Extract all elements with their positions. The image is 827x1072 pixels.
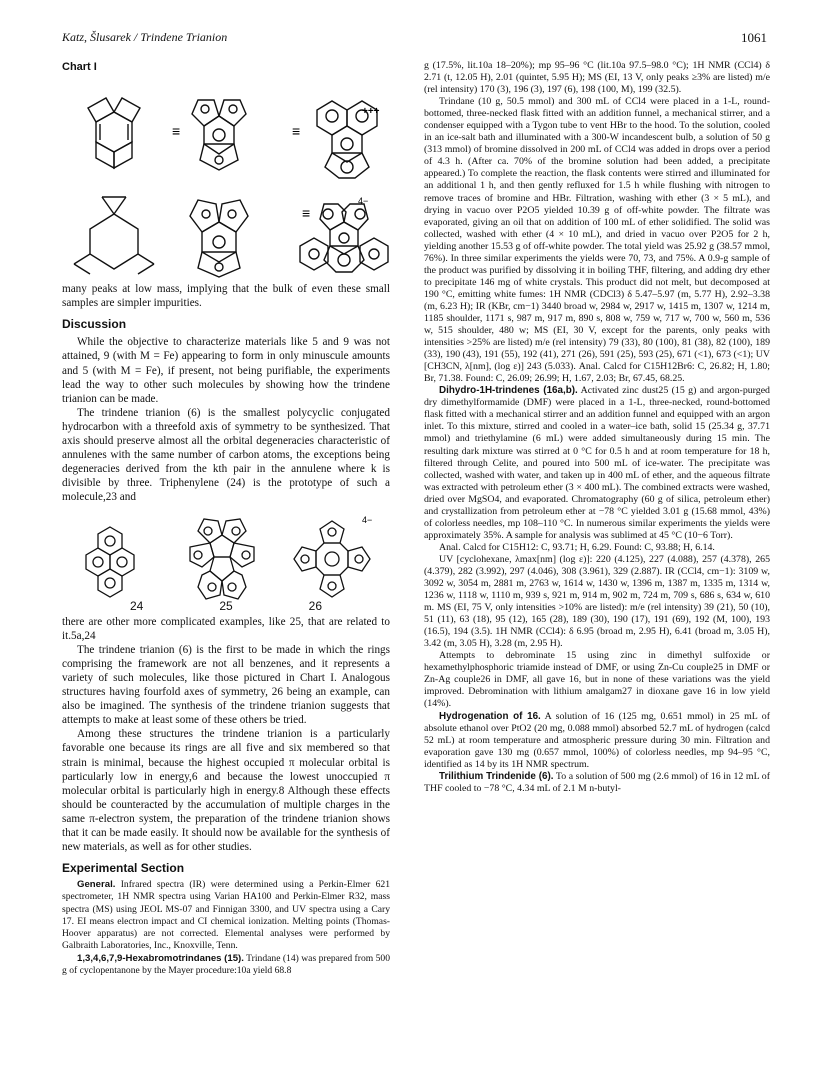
run-in-heading: Trilithium Trindenide (6). bbox=[439, 770, 554, 782]
running-title: Katz, Šlusarek / Trindene Trianion bbox=[62, 30, 228, 44]
tribenzo-trianion-structure bbox=[300, 204, 388, 272]
equiv-symbol-1: ≡ bbox=[172, 123, 181, 140]
trindene-trianion-structure-bottom bbox=[190, 200, 248, 277]
run-in-heading: Hydrogenation of 16. bbox=[439, 710, 541, 722]
paragraph-hexabromo bbox=[62, 953, 390, 977]
charge-label-top: +++ bbox=[362, 106, 380, 118]
run-in-heading: General. bbox=[77, 879, 116, 891]
run-in-heading: Dihydro-1H-trindenes (16a,b). bbox=[439, 385, 578, 397]
paragraph-text: Activated zinc dust25 (15 g) and argon-purged dry dimethylformamide (DMF) were placed in a 1-L, three-necked, round-bottomed flask fitted with a mechanical stirrer and an addition funnel and equipped with an argon inlet. To this mixture, stirred and cooled in a water–ice bath, solid 15 (25.34 g, 37.71 mmol) and triethylamine (6 mL) were added simultaneously during 15 min. The resulting dark mixture was stirred at 0 °C for 0.5 h and at room temperature for 18 h, filtered through Celite, and poured into 500 mL of ice-water. The precipitate was collected, washed with water, and taken up in 400 mL of ether, and the aqueous filtrate was extracted with petroleum ether (3 × 400 mL). The combined extracts were washed, dried over MgSO4, and evaporated. Chromatography (60 g of silica, petroleum ether) and crystallization from petroleum ether at −78 °C yielded 3.01 g (15.68 mmol, 43%) of colorless needles, mp 108–110 °C. In numerous similar experiments the yields were approximately 35%. A sample for analysis was sublimed at 45 °C (10−6 Torr). bbox=[424, 385, 770, 541]
left-column bbox=[62, 60, 390, 977]
run-in-heading: 1,3,4,6,7,9-Hexabromotrindanes (15). bbox=[77, 952, 244, 964]
page-number: 1061 bbox=[741, 30, 767, 45]
paragraph: The trindene trianion (6) is the first to be made in which the rings comprising the framework are not all benzenes, and it represents a variety of such molecules, like those pictured in Chart I. Analogous structures having fourfold axes of symmetry, 26 being an example, can also be imagined. The synthesis of the trindene trianion suggests that attempts to make at least some of these others be tried. bbox=[62, 643, 390, 727]
right-column bbox=[424, 60, 770, 795]
charge-label-26: 4− bbox=[362, 514, 373, 525]
chart-i-svg bbox=[62, 74, 390, 282]
paragraph-text: Infrared spectra (IR) were determined using a Perkin-Elmer 621 spectrometer, 1H NMR spectra using Varian HA100 and Perkin-Elmer R32, mass spectra (MS) using JEOL MS-07 and Finnigan 3300, and UV spectra using a Cary 17. EI means electron impact and CI chemical ionization. Melting points (Thomas-Hoover apparatus) are not corrected. Elemental analyses were performed by Galbraith Laboratories, Inc., Knoxville, Tenn. bbox=[62, 879, 390, 952]
paragraph-hydrogenation bbox=[424, 711, 770, 771]
paragraph: g (17.5%, lit.10a 18–20%); mp 95–96 °C (lit.10a 97.5–98.0 °C); 1H NMR (CCl4) δ 2.71 (t, 12.05 H), 2.01 (quintet, 5.95 H); MS (EI, 13 V, only peaks ≥3% are listed) m/e (rel intensity) 170 (3), 196 (3), 197 (6), 198 (100, M), 199 (32.5). bbox=[424, 60, 770, 96]
section-heading-discussion: Discussion bbox=[62, 317, 127, 332]
paragraph-trilithium bbox=[424, 771, 770, 795]
triphenylene-24-structure bbox=[86, 527, 134, 597]
label-25: 25 bbox=[219, 598, 233, 613]
label-26: 26 bbox=[308, 598, 322, 613]
tricyclopropabenzene-structure bbox=[74, 197, 154, 274]
paragraph: Anal. Calcd for C15H12: C, 93.71; H, 6.29. Found: C, 93.88; H, 6.14. bbox=[439, 541, 715, 553]
chart-i-structures bbox=[62, 74, 390, 282]
paragraph-text: A solution of 16 (125 mg, 0.651 mmol) in 25 mL of absolute ethanol over PtO2 (20 mg, 0.088 mmol) absorbed 52.7 mL of hydrogen (calcd 52 mL) at room temperature and atmospheric pressure during 30 min. Filtration and evaporation gave 130 mg (0.657 mmol, 100%) of colorless needles, mp 94–95 °C, identified as 14 by its 1H NMR spectrum. bbox=[424, 710, 770, 770]
paragraph: there are other more complicated examples, like 25, that are related to it.5a,24 bbox=[62, 615, 390, 642]
label-24: 24 bbox=[129, 598, 144, 613]
equiv-symbol-3: ≡ bbox=[302, 205, 311, 222]
paragraph: Among these structures the trindene trianion is a particularly favorable one because its rings are all five and six membered so that strain is minimal, because the highest occupied π molecular orbital is particularly low in energy,6 and because the lowest unoccupied π molecular orbital is particularly high in energy.8 Although these effects should be counteracted by the accumulation of multiple charges in the same π-electron system, the preparation of the trindene trianion shows that it can be made easily. It should now be available for the synthesis of new materials, as well as for other studies. bbox=[62, 728, 390, 854]
paragraph-general bbox=[62, 879, 390, 952]
charge-label-bottom: 4− bbox=[358, 196, 369, 207]
chart-label: Chart I bbox=[62, 61, 97, 73]
paragraph: The trindene trianion (6) is the smallest polycyclic conjugated hydrocarbon with a threefold axis of symmetry to be synthesized. That axis should preserve almost all the orbital degeneracies characteristic of annulenes with the same number of carbon atoms, the exceptions being degeneracies derived from the kth pair in the annulene where k is divisible by three. Triphenylene (24) is the prototype of such a molecule,23 and bbox=[62, 406, 390, 504]
paragraph: many peaks at low mass, implying that the bulk of even these small samples are simpler impurities. bbox=[62, 283, 390, 310]
trindene-trianion-structure-top bbox=[192, 100, 246, 170]
paragraph-text: To a solution of 500 mg (2.6 mmol) of 16 in 12 mL of THF cooled to −78 °C, 4.34 mL of 2.1 M n-butyl- bbox=[424, 770, 770, 794]
structures-24-25-26 bbox=[62, 505, 390, 605]
section-heading-experimental: Experimental Section bbox=[62, 861, 185, 876]
paragraph-dihydro bbox=[424, 385, 770, 542]
paragraph: Attempts to debrominate 15 using zinc in dimethyl sulfoxide or hexamethylphosphoric triamide instead of DMF, or using Zn-Cu couple25 in DMF or Zn-Ag couple26 in DMF, all gave 16, but in none of these variations was the yield improved. Debromination with lithium amalgam27 in dioxane gave 16 in low yield (14%). bbox=[424, 650, 770, 710]
structure-number-labels bbox=[62, 599, 390, 613]
equiv-symbol-2: ≡ bbox=[292, 123, 301, 140]
paragraph: Trindane (10 g, 50.5 mmol) and 300 mL of CCl4 were placed in a 1-L, round-bottomed, three-necked flask fitted with an addition funnel, a mechanical stirrer, and a condenser equipped with a Tygon tube to vent HBr to the hood. To the solution, cooled in an ice-salt bath and illuminated with a 300-W incandescent bulb, a solution of 50 g (313 mmol) of bromine dissolved in 200 mL of CCl4 was added in drops over a period of 4.3 h. (After ca. 70% of the bromine solution had been added, a precipitate appeared.) To complete the reaction, the flask contents were stirred and illuminated for an additional 1 h, and then gently refluxed for 1.5 h while flushing with nitrogen to remove traces of bromine and HBr. Filtration, washing with ether (3 × 5 mL), and drying in vacuo over P2O5 yielded 10.39 g of off-white powder. The filtrate was evaporated, giving an oil that on addition of 100 mL of ether solidified. The solid was collected, washed with ether (4 × 10 mL), and dried in vacuo over P2O5 for 2 h, yielding another 15.53 g of off-white powder. The total yield was 25.92 g (38.57 mmol, 76%). In three similar experiments the yields were 70, 73, and 75%. A 0.9-g sample of the product was purified by dissolving it in boiling THF, filtering, and adding dry ether to precipitate 146 mg of white crystals. This product did not melt, but decomposed at 190 °C, emitting white fumes: 1H NMR (CDCl3) δ 5.47–5.97 (m, 5.77 H), 2.92–3.38 (m, 6.23 H); IR (KBr, cm−1) 3440 broad w, 2984 w, 2917 w, 1415 m, 1307 w, 1214 m, 1185 shoulder, 1171 s, 987 m, 917 m, 890 s, 808 w, 759 w, 717 w, 700 w, 560 m, 536 w, 515 shoulder, 480 w; MS (EI, 30 V, except for the parents, only peaks with intensities >25% are listed) m/e (rel intensity) 79 (33), 80 (100), 81 (38), 82 (100), 189 (33), 190 (43), 191 (55), 192 (41), 271 (26), 591 (25), 593 (25), 671 (<1), 673 (<1); UV [CH3CN, λ[nm], (log ε)] 243 (5.033). Anal. Calcd for C15H12Br6: C, 26.82; H, 1.80; Br, 71.38. Found: C, 26.09; 26.99; H, 1.67, 2.03; Br, 67.45, 68.25. bbox=[424, 96, 770, 385]
benzotricyclobutene-structure bbox=[88, 98, 140, 168]
structure-26 bbox=[294, 521, 370, 597]
structures-svg bbox=[62, 505, 390, 605]
paragraph: UV [cyclohexane, λmax[nm] (log ε)]: 220 (4.125), 227 (4.088), 257 (4.378), 265 (4.379), 282 (3.992), 297 (4.046), 308 (3.961), 329 (2.887). IR (CCl4, cm−1): 3109 w, 3092 w, 3054 m, 2881 m, 2763 w, 1614 w, 1430 w, 1396 m, 1387 m, 1335 m, 1314 w, 1236 w, 1118 w, 1110 m, 939 s, 921 m, 914 m, 902 m, 724 m, 709 s, 686 s, 634 w, 610 m. MS (EI, 75 V, only intensities >10% are listed): m/e (rel intensity) 39 (21), 50 (10), 51 (11), 63 (18), 95 (12), 165 (28), 189 (30), 190 (17), 191 (69), 192 (M, 100), 193 (16.5), 194 (3.5). 1H NMR (CCl4): δ 6.95 (broad m, 2.95 H), 6.41 (broad m, 3.05 H), 3.42 (m, 3.05 H), 3.28 (m, 2.95 H). bbox=[424, 553, 770, 650]
paragraph: While the objective to characterize materials like 5 and 9 was not attained, 9 (with M = Fe) appearing to form in only minuscule amounts and 5 (with M = Fe), if present, not being purifiable, the experiments lead the way to other such molecules by showing how the trindene trianion can be made. bbox=[62, 336, 390, 405]
structure-25 bbox=[190, 519, 254, 599]
paragraph-text: Trindane (14) was prepared from 500 g of cyclopentanone by the Mayer procedure:10a yield 68.8 bbox=[62, 952, 391, 976]
